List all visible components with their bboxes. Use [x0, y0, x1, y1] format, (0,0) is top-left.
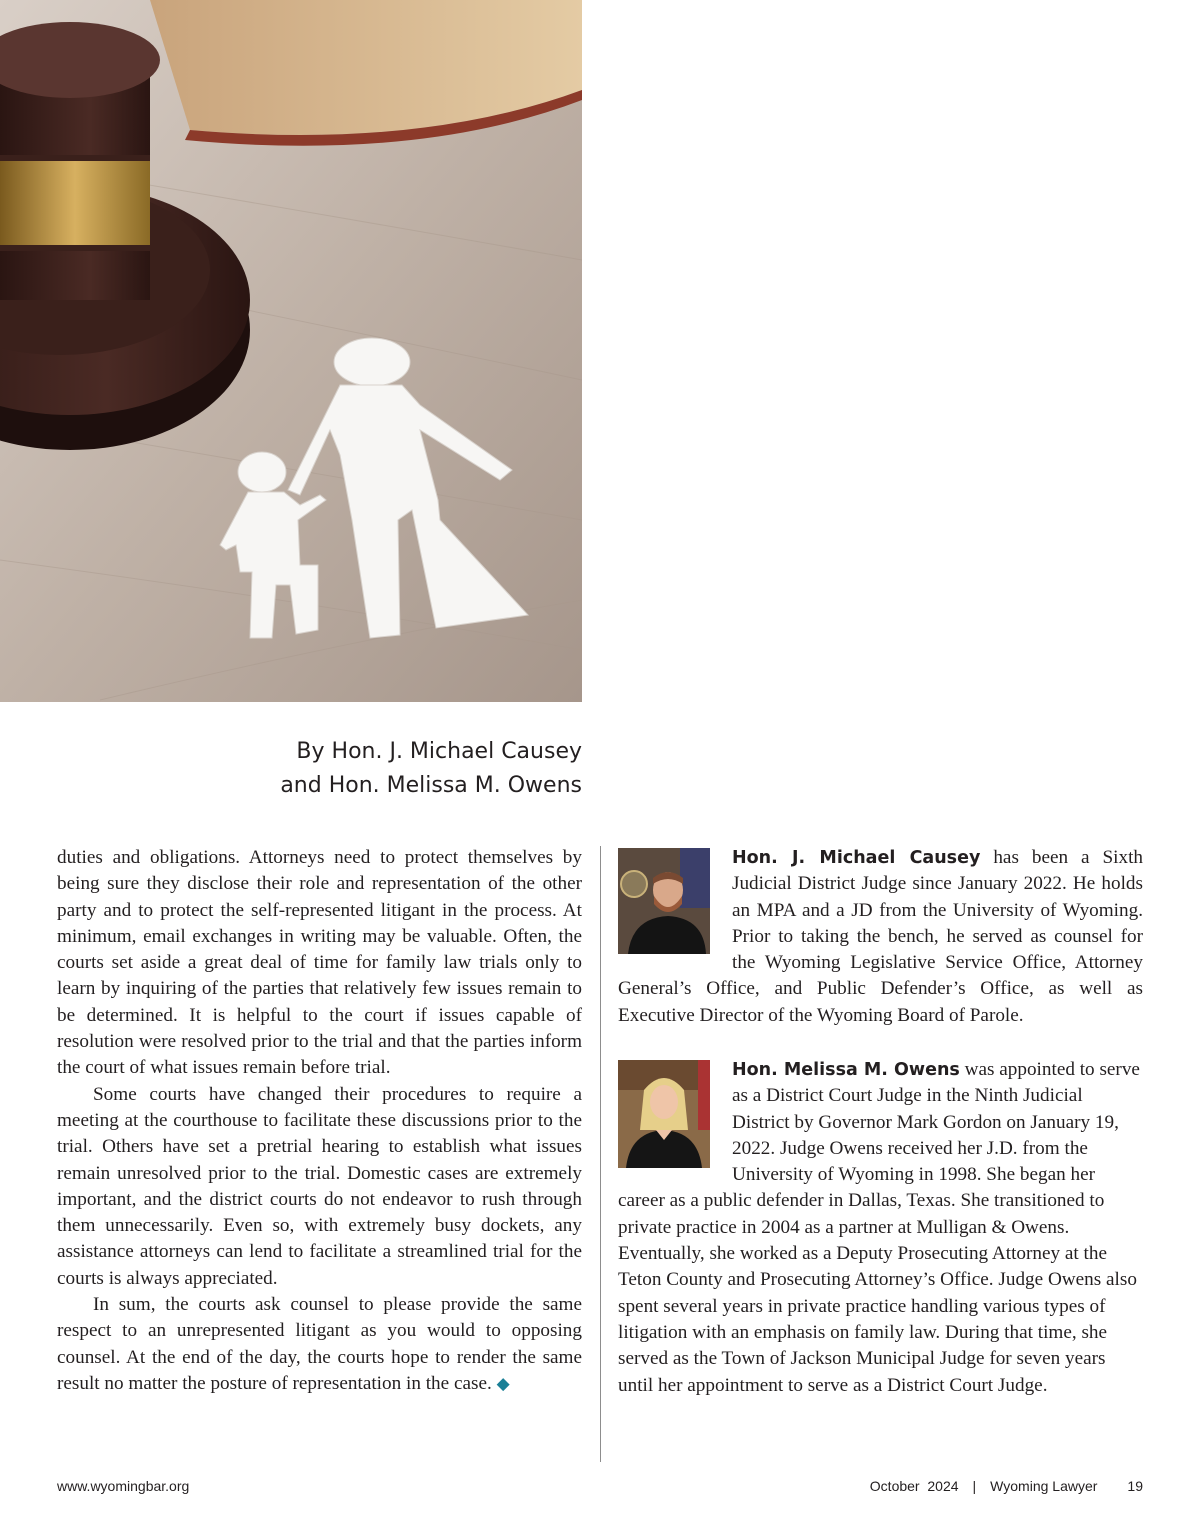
bio-name: Hon. J. Michael Causey: [732, 848, 981, 868]
footer-website: www.wyomingbar.org: [57, 1478, 190, 1494]
byline-line-2: and Hon. Melissa M. Owens: [280, 773, 582, 798]
author-bio-causey: [618, 845, 1143, 1029]
body-paragraph-final: [57, 1292, 582, 1397]
footer-publication: Wyoming Lawyer: [990, 1478, 1098, 1494]
byline: [280, 735, 582, 803]
body-paragraph: duties and obligations. Attorneys need to protect themselves by being sure they disclose their role and representation of the other party and to protect the self-represented litigant in the process. At minimum, email exchanges in writing may be valuable. Often, the courts set aside a great deal of time for family law trials only to learn by inquiring of the parties that relatively few issues remain to be determined. It is helpful to the court if issues capable of resolution were resolved prior to the trial and that the parties inform the court of what issues remain before trial.: [57, 847, 582, 1079]
gavel-family-illustration: [0, 0, 582, 702]
footer-separator: |: [972, 1478, 977, 1494]
end-mark-icon: ◆: [496, 1373, 510, 1393]
footer-date: October 2024: [869, 1478, 959, 1494]
body-paragraph-text: In sum, the courts ask counsel to please provide the same respect to an unrepresented litigant as you would to opposing counsel. At the end of the day, the courts hope to render the same result no matter the posture of representation in the case.: [57, 1294, 582, 1394]
bio-text: has been a Sixth Judicial District Judge since January 2022. He holds an MPA and a JD from the University of Wyoming. Prior to taking the bench, he served as counsel for the Wyoming Legislative Service Office, Attorney General’s Office, and Public Defender’s Office, as well as Executive Director of the Wyoming Board of Parole.: [618, 847, 1144, 1026]
bio-text: was appointed to serve as a District Court Judge in the Ninth Judicial District by Governor Mark Gordon on January 19, 2022. Judge Owens received her J.D. from the University of Wyoming in 1998. She began her career as a public defender in Dallas, Texas. She transitioned to private practice in 2004 as a partner at Mulligan & Owens. Eventually, she worked as a Deputy Prosecuting Attorney at the Teton County and Prosecuting Attorney’s Office. Judge Owens also spent several years in private practice handling various types of litigation with an emphasis on family law. During that time, she served as the Town of Jackson Municipal Judge for seven years until her appointment to serve as a District Court Judge.: [618, 1059, 1140, 1396]
hero-photo: [0, 0, 582, 702]
article-body: [57, 845, 582, 1397]
body-paragraph: Some courts have changed their procedures to require a meeting at the courthouse to facilitate these discussions prior to the trial. Others have set a pretrial hearing to establish what issues remain unresolved prior to the trial. Domestic cases are extremely important, and the district courts do not endeavor to rush through them unnecessarily. Even so, with extremely busy dockets, any assistance attorneys can lend to facilitate a streamlined trial for the courts is always appreciated.: [57, 1083, 582, 1289]
bio-name: Hon. Melissa M. Owens: [732, 1060, 960, 1080]
causey-portrait: [618, 848, 710, 954]
page-number: 19: [1127, 1478, 1143, 1494]
owens-portrait: [618, 1060, 710, 1168]
footer-info: [870, 1478, 1143, 1494]
byline-line-1: By Hon. J. Michael Causey: [296, 739, 582, 764]
author-bio-owens: [618, 1057, 1143, 1399]
column-divider: [600, 846, 601, 1462]
